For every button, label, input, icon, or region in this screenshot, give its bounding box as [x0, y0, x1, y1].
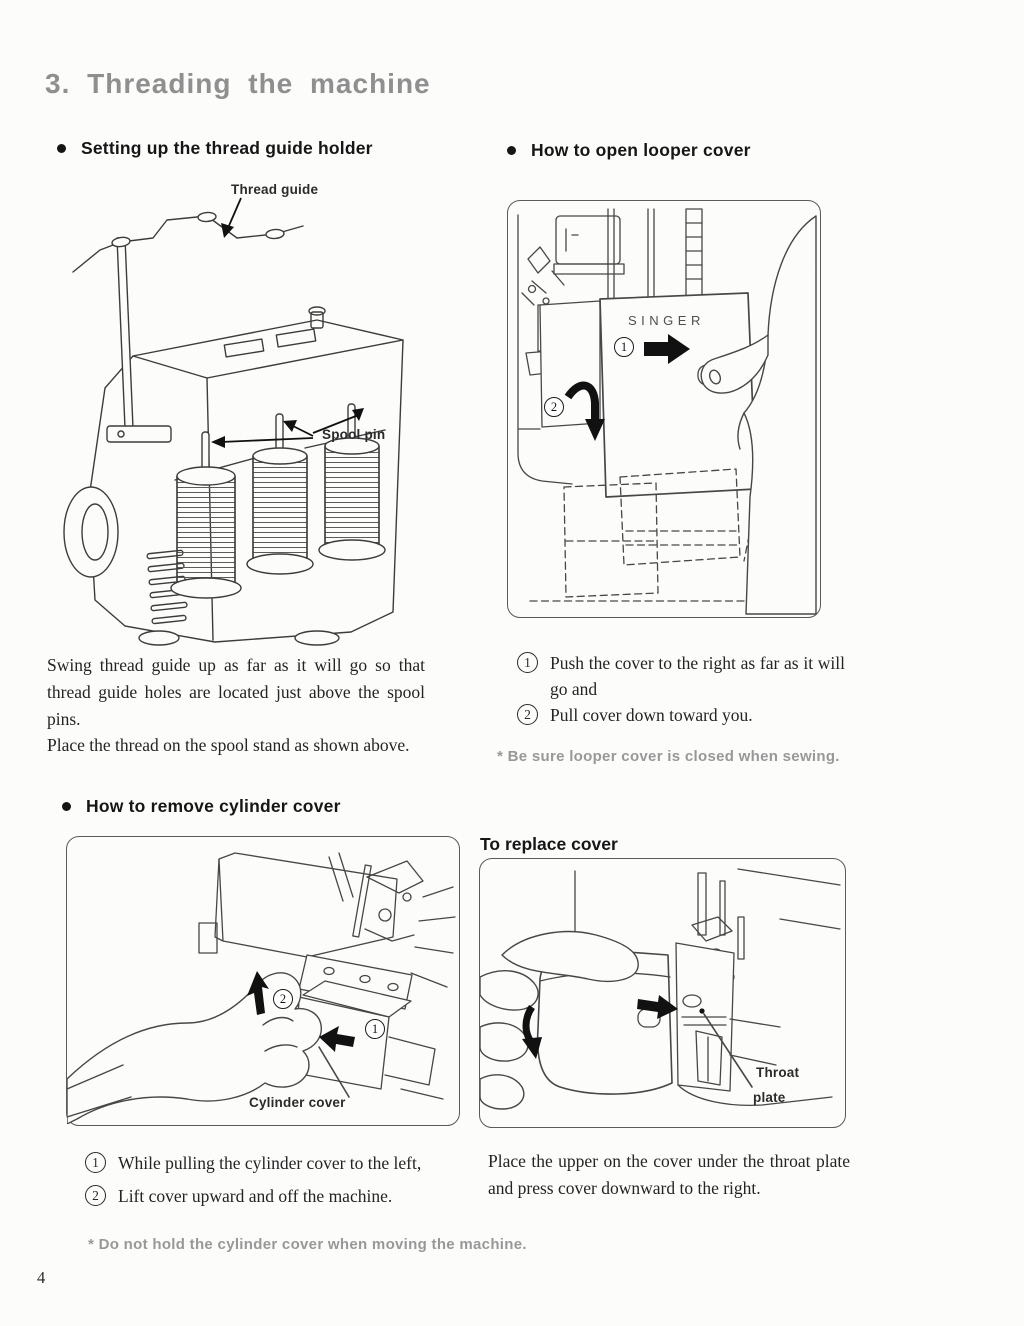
section-heading-thread-guide [57, 138, 373, 159]
page-number: 4 [37, 1268, 46, 1287]
thread-guide-paragraph-2: Place the thread on the spool stand as shown above. [47, 735, 410, 755]
looper-step-1 [517, 650, 847, 703]
cylinder-step-1 [85, 1150, 465, 1176]
spool-pin-label: Spool pin [322, 427, 386, 442]
singer-logo: SINGER [628, 313, 705, 328]
step-text: While pulling the cylinder cover to the left, [118, 1153, 422, 1173]
throat-plate-label-line2: plate [753, 1090, 786, 1105]
cylinder-illustration [67, 837, 458, 1124]
step-number-badge: 1 [85, 1152, 106, 1173]
cylinder-note: * Do not hold the cylinder cover when moving the machine. [88, 1236, 527, 1253]
replace-cover-heading: To replace cover [480, 834, 618, 854]
step-2-badge: 2 [544, 397, 564, 417]
section-heading-label: How to remove cylinder cover [86, 796, 341, 816]
arrow-curved-down-head [585, 419, 605, 441]
page-title: 3. Threading the machine [45, 68, 431, 99]
thread-guide-paragraph-1: Swing thread guide up as far as it will go so that thread guide holes are located just above the spool pins. [47, 655, 425, 730]
bullet-icon [507, 146, 516, 155]
replace-paragraph: Place the upper on the cover under the throat plate and press cover downward to the right. [488, 1151, 850, 1199]
arrow-curved-down-icon [526, 1007, 532, 1043]
cylinder-step-2 [85, 1183, 465, 1209]
step-text: Pull cover down toward you. [550, 705, 753, 725]
figure-looper-cover [507, 200, 821, 618]
step-1-badge: 1 [614, 337, 634, 357]
bullet-icon [62, 802, 71, 811]
step-text: Push the cover to the right as far as it will go and [550, 653, 845, 700]
section-heading-label: How to open looper cover [531, 140, 751, 160]
figure-replace-cover [479, 858, 846, 1128]
step-2-badge: 2 [273, 989, 293, 1009]
looper-step-2 [517, 702, 847, 728]
step-1-badge: 1 [365, 1019, 385, 1039]
machine-illustration [55, 180, 485, 650]
replace-illustration [480, 859, 844, 1126]
section-heading-cylinder [62, 796, 341, 817]
step-number-badge: 1 [517, 652, 538, 673]
thread-guide-label: Thread guide [231, 182, 319, 197]
cylinder-cover-label: Cylinder cover [249, 1095, 346, 1110]
thread-guide-wire [73, 212, 303, 272]
step-number-badge: 2 [517, 704, 538, 725]
throat-plate-label-line1: Throat [756, 1065, 800, 1080]
figure-cylinder-cover [66, 836, 460, 1126]
step-number-badge: 2 [85, 1185, 106, 1206]
bullet-icon [57, 144, 66, 153]
step-text: Lift cover upward and off the machine. [118, 1186, 393, 1206]
looper-note: * Be sure looper cover is closed when sewing. [497, 748, 840, 765]
section-heading-label: Setting up the thread guide holder [81, 138, 373, 158]
figure-thread-guide [55, 180, 485, 650]
section-heading-looper [507, 140, 751, 161]
